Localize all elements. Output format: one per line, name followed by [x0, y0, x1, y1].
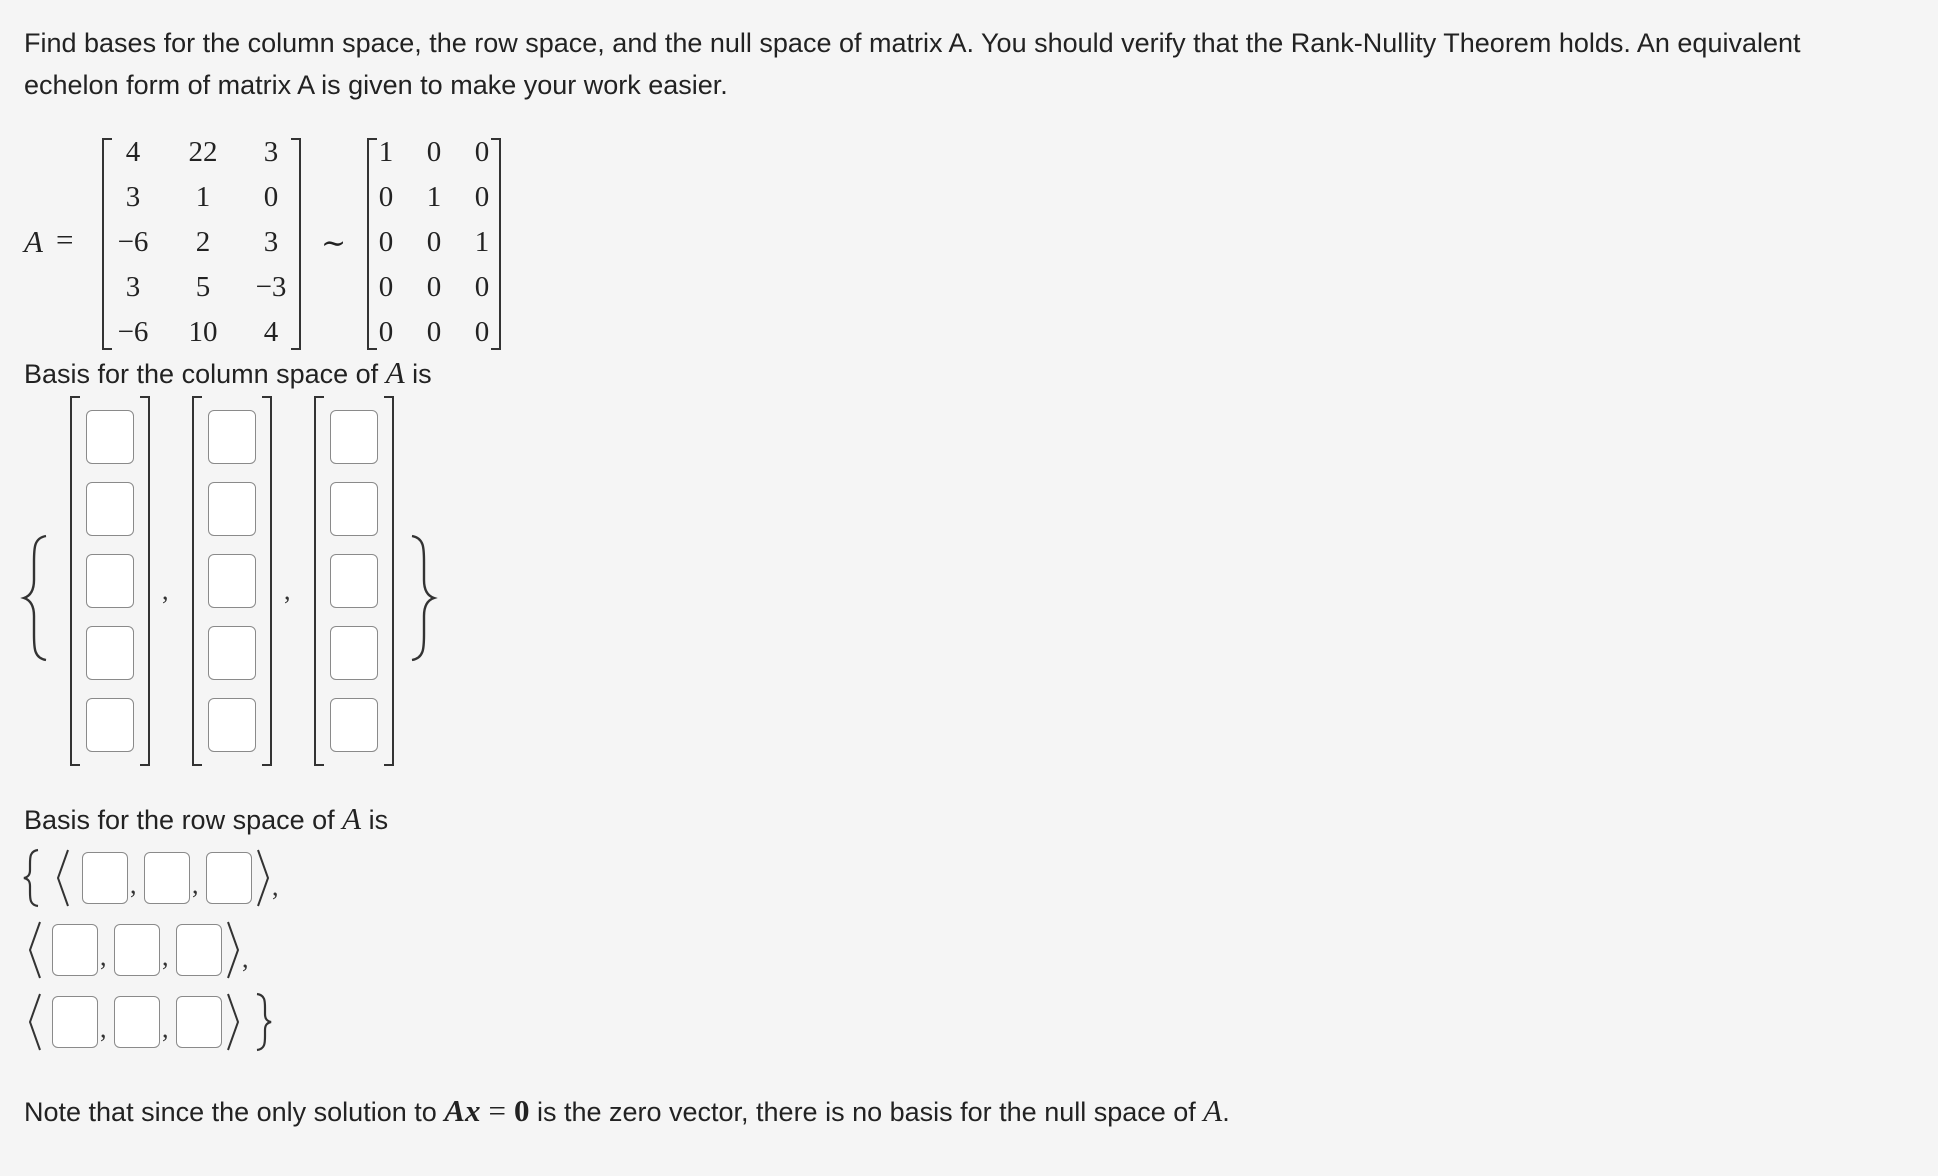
column-vector-right-bracket — [384, 396, 394, 766]
matrix-a-cell: −6 — [117, 316, 149, 348]
echelon-cell: 0 — [426, 226, 442, 258]
matrix-a-cell: 3 — [125, 181, 141, 213]
similar-sign: ∼ — [321, 227, 347, 260]
echelon-cell: 0 — [378, 181, 394, 213]
entry-separator-comma: , — [100, 942, 107, 971]
echelon-cell: 1 — [378, 136, 394, 168]
echelon-cell: 0 — [474, 316, 490, 348]
column-vector-right-bracket — [140, 396, 150, 766]
right-angle-bracket — [228, 922, 238, 978]
column-space-suffix: is — [404, 359, 432, 389]
echelon-cell: 0 — [474, 181, 490, 213]
row-space-label — [24, 798, 388, 841]
left-angle-bracket — [30, 994, 40, 1050]
column-space-var: A — [385, 355, 405, 390]
entry-separator-comma: , — [100, 1014, 107, 1043]
row-basis-input[interactable] — [144, 852, 190, 904]
entry-separator-comma: , — [192, 870, 199, 899]
column-space-right-brace — [412, 536, 434, 660]
row-space-suffix: is — [361, 805, 389, 835]
null-note-middle: is the zero vector, there is no basis for the null space of — [529, 1097, 1204, 1127]
echelon-cell: 0 — [474, 271, 490, 303]
column-basis-input[interactable] — [330, 410, 378, 464]
echelon-cell: 0 — [378, 226, 394, 258]
row-basis-input[interactable] — [82, 852, 128, 904]
matrix-a-cell: 4 — [263, 316, 279, 348]
vector-separator-comma: , — [162, 576, 169, 605]
row-basis-input[interactable] — [52, 924, 98, 976]
matrix-a-cell: 3 — [263, 226, 279, 258]
matrix-a-cell: 3 — [125, 271, 141, 303]
entry-separator-comma: , — [130, 870, 137, 899]
column-basis-input[interactable] — [330, 626, 378, 680]
right-angle-bracket — [258, 850, 268, 906]
column-basis-input[interactable] — [208, 698, 256, 752]
row-basis-input[interactable] — [176, 924, 222, 976]
column-basis-input[interactable] — [330, 698, 378, 752]
entry-separator-comma: , — [162, 942, 169, 971]
vector-separator-comma: , — [284, 576, 291, 605]
echelon-cell: 1 — [474, 226, 490, 258]
column-vector-left-bracket — [314, 396, 324, 766]
column-basis-input[interactable] — [208, 626, 256, 680]
matrix-a-cell: −3 — [255, 271, 287, 303]
column-basis-input[interactable] — [208, 410, 256, 464]
right-angle-bracket — [228, 994, 238, 1050]
null-note-equals: = — [488, 1093, 506, 1128]
matrix-a-cell: 2 — [195, 226, 211, 258]
row-space-prefix: Basis for the row space of — [24, 805, 343, 835]
problem-line-2: echelon form of matrix A is given to make your work easier. — [24, 70, 728, 100]
echelon-cell: 0 — [426, 271, 442, 303]
problem-line-1: Find bases for the column space, the row space, and the null space of matrix A. You should verify that the Rank-Nullity Theorem holds. An equivalent — [24, 28, 1801, 58]
echelon-cell: 0 — [378, 316, 394, 348]
row-basis-input[interactable] — [52, 996, 98, 1048]
echelon-cell: 1 — [426, 181, 442, 213]
matrix-a-cell: 22 — [188, 136, 218, 168]
row-space-var: A — [342, 801, 362, 836]
echelon-cell: 0 — [426, 316, 442, 348]
equals-sign: = — [56, 222, 74, 257]
null-space-note — [24, 1090, 1230, 1133]
row-basis-input[interactable] — [206, 852, 252, 904]
row-basis-input[interactable] — [176, 996, 222, 1048]
column-space-prefix: Basis for the column space of — [24, 359, 386, 389]
echelon-cell: 0 — [474, 136, 490, 168]
vector-separator-comma: , — [272, 872, 279, 901]
column-basis-input[interactable] — [86, 626, 134, 680]
row-basis-input[interactable] — [114, 996, 160, 1048]
column-basis-input[interactable] — [208, 482, 256, 536]
column-space-left-brace — [24, 536, 46, 660]
column-basis-input[interactable] — [86, 410, 134, 464]
matrix-symbol-a: A — [24, 224, 43, 259]
column-vector-left-bracket — [70, 396, 80, 766]
row-basis-input[interactable] — [114, 924, 160, 976]
null-note-prefix: Note that since the only solution to — [24, 1097, 445, 1127]
echelon-cell: 0 — [426, 136, 442, 168]
matrix-a-cell: 0 — [263, 181, 279, 213]
matrix-a-cell: 10 — [188, 316, 218, 348]
matrix-a-cell: −6 — [117, 226, 149, 258]
left-angle-bracket — [58, 850, 68, 906]
matrix-a-cell: 4 — [125, 136, 141, 168]
column-vector-right-bracket — [262, 396, 272, 766]
row-vector-angle-brackets — [0, 0, 10, 10]
matrix-a-cell: 1 — [195, 181, 211, 213]
vector-separator-comma: , — [242, 944, 249, 973]
column-basis-input[interactable] — [86, 698, 134, 752]
null-note-zero-vector: 0 — [513, 1093, 530, 1128]
column-basis-input[interactable] — [86, 482, 134, 536]
row-space-left-brace — [24, 850, 38, 906]
column-basis-input[interactable] — [208, 554, 256, 608]
matrix-a-cell: 5 — [195, 271, 211, 303]
left-angle-bracket — [30, 922, 40, 978]
column-space-label — [24, 352, 432, 395]
echelon-cell: 0 — [378, 271, 394, 303]
matrix-a-cell: 3 — [263, 136, 279, 168]
column-basis-input[interactable] — [86, 554, 134, 608]
null-note-var: A — [1203, 1093, 1223, 1128]
column-vector-left-bracket — [192, 396, 202, 766]
null-note-end: . — [1222, 1097, 1230, 1127]
column-basis-input[interactable] — [330, 554, 378, 608]
column-basis-input[interactable] — [330, 482, 378, 536]
entry-separator-comma: , — [162, 1014, 169, 1043]
row-space-right-brace — [257, 994, 271, 1050]
null-note-ax: Ax — [444, 1093, 481, 1128]
